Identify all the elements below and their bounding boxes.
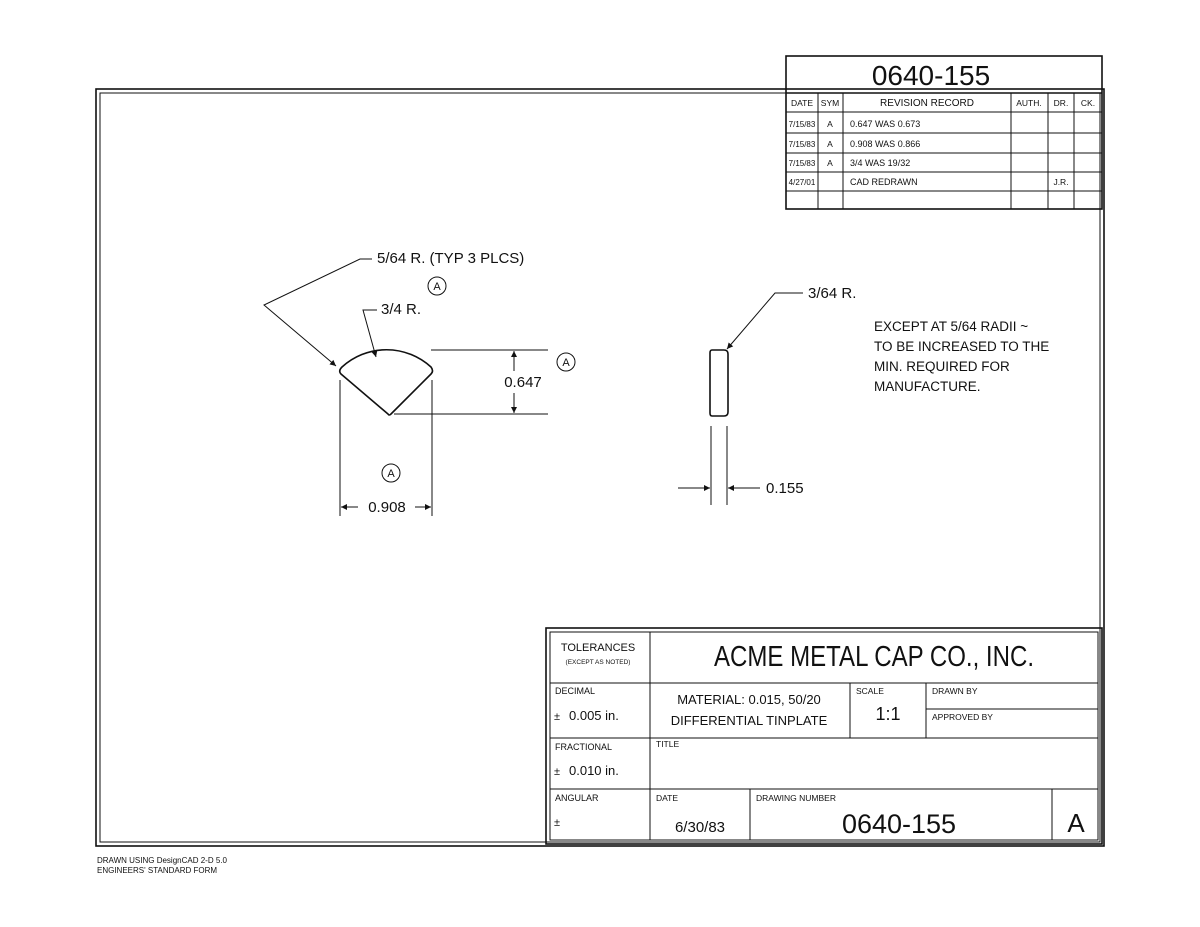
- drawing-number: 0640-155: [841, 809, 957, 839]
- footer-line: DRAWN USING DesignCAD 2-D 5.0: [97, 856, 227, 865]
- rev-symbol-a: A: [387, 468, 395, 480]
- rev-row-sym: A: [827, 119, 833, 129]
- decimal-value: 0.005 in.: [569, 708, 619, 723]
- fractional-label: FRACTIONAL: [555, 742, 613, 752]
- rev-symbol-a: A: [562, 357, 570, 369]
- rev-row-sym: A: [827, 139, 833, 149]
- dim-height: 0.647: [504, 374, 542, 391]
- note-line: MIN. REQUIRED FOR: [874, 359, 1010, 374]
- dim-thickness: 0.155: [766, 480, 804, 497]
- fractional-value: 0.010 in.: [569, 763, 619, 778]
- footer: [97, 856, 228, 875]
- manufacturing-note: [874, 319, 1049, 394]
- decimal-label: DECIMAL: [555, 686, 596, 696]
- company-name: ACME METAL CAP CO., INC.: [714, 641, 1034, 673]
- rev-header-dr: DR.: [1053, 98, 1069, 108]
- dim-width: 0.908: [368, 499, 406, 516]
- rev-header-record: REVISION RECORD: [880, 98, 974, 109]
- leader-typ-radius: [264, 259, 372, 366]
- rev-row-date: 7/15/83: [788, 159, 816, 168]
- rev-row-date: 7/15/83: [788, 120, 816, 129]
- title-label: TITLE: [656, 739, 680, 749]
- rev-row-record: 3/4 WAS 19/32: [850, 158, 911, 168]
- label-big-radius: 3/4 R.: [381, 301, 422, 318]
- rev-symbol-a: A: [433, 281, 441, 293]
- footer-line: ENGINEERS' STANDARD FORM: [97, 866, 218, 875]
- date-value: 6/30/83: [674, 819, 726, 836]
- plus-minus-sign: ±: [554, 817, 561, 829]
- plus-minus-sign: ±: [554, 766, 561, 778]
- label-typ-radius: 5/64 R. (TYP 3 PLCS): [377, 250, 525, 267]
- rev-row-sym: A: [827, 158, 833, 168]
- label-edge-radius: 3/64 R.: [808, 285, 857, 302]
- side-outline: [710, 350, 728, 416]
- material-line: MATERIAL: 0.015, 50/20: [677, 692, 821, 707]
- drawing-number-top: 0640-155: [871, 60, 991, 91]
- leader-edge-radius: [727, 293, 803, 349]
- rev-row-dr: J.R.: [1053, 177, 1069, 187]
- tolerances-label: TOLERANCES: [560, 642, 636, 654]
- note-line: TO BE INCREASED TO THE: [874, 339, 1050, 354]
- approved-by-label: APPROVED BY: [932, 712, 993, 722]
- sheet-border: [96, 89, 1104, 846]
- rev-header-date: DATE: [790, 98, 814, 108]
- rev-header-ck: CK.: [1080, 98, 1096, 108]
- scale-value: 1:1: [875, 704, 901, 724]
- date-label: DATE: [656, 793, 679, 803]
- rev-row-date: 4/27/01: [788, 178, 816, 187]
- material-line: DIFFERENTIAL TINPLATE: [670, 713, 828, 728]
- drawn-by-label: DRAWN BY: [932, 686, 978, 696]
- drawing-number-label: DRAWING NUMBER: [756, 793, 836, 803]
- side-view: [678, 285, 1049, 505]
- plus-minus-sign: ±: [554, 711, 561, 723]
- front-view: [264, 250, 575, 516]
- sector-outline: [340, 350, 433, 415]
- except-noted-label: (EXCEPT AS NOTED): [565, 659, 631, 666]
- scale-label: SCALE: [856, 686, 884, 696]
- rev-row-date: 7/15/83: [788, 140, 816, 149]
- revision-block: [786, 56, 1102, 209]
- rev-header-auth: AUTH.: [1016, 98, 1042, 108]
- revision-letter: A: [1067, 808, 1085, 838]
- title-block: [546, 628, 1102, 844]
- rev-header-sym: SYM: [820, 98, 840, 108]
- note-line: MANUFACTURE.: [874, 379, 981, 394]
- rev-row-record: CAD REDRAWN: [850, 177, 918, 187]
- rev-row-record: 0.908 WAS 0.866: [850, 139, 921, 149]
- note-line: EXCEPT AT 5/64 RADII ~: [874, 319, 1029, 334]
- angular-label: ANGULAR: [555, 793, 599, 803]
- rev-row-record: 0.647 WAS 0.673: [850, 119, 921, 129]
